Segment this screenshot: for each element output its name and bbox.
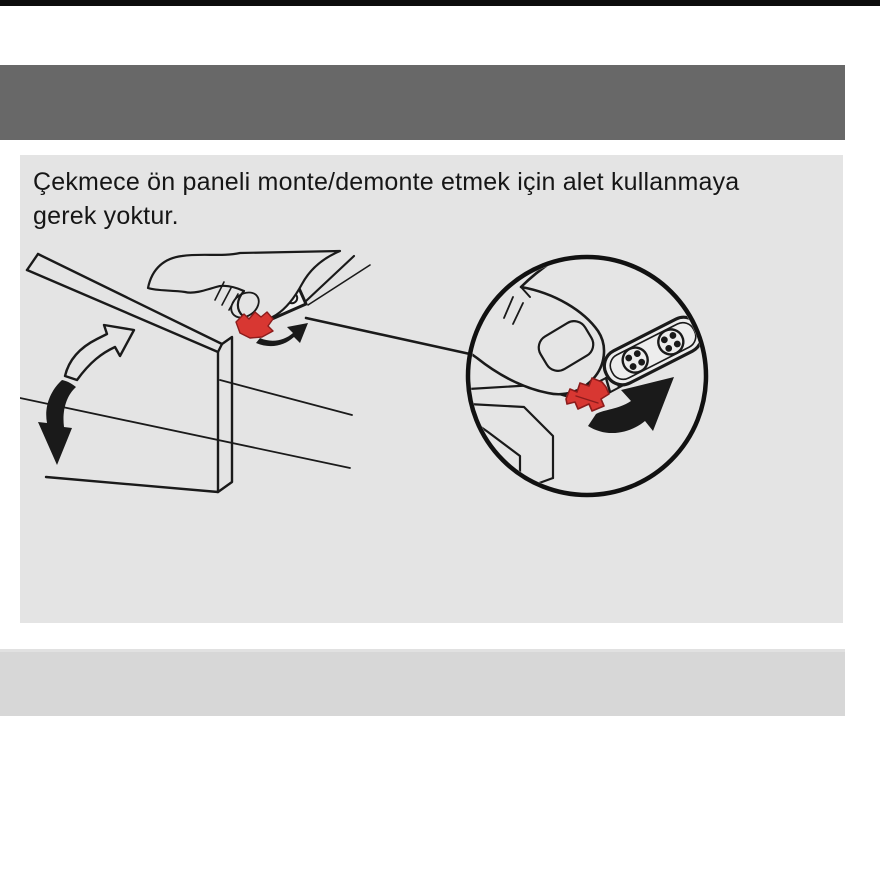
- drawer-illustration: [20, 155, 843, 623]
- instruction-panel: [20, 155, 843, 623]
- detail-magnifier-circle: [468, 257, 712, 495]
- footer-band: [0, 649, 845, 716]
- instruction-line-1: Çekmece ön paneli monte/demonte etmek için alet kullanmaya: [33, 168, 740, 196]
- header-band: [0, 65, 845, 140]
- magnifier-leader-line: [306, 318, 470, 354]
- rotate-up-arrow-icon: [65, 325, 134, 380]
- top-border-bar: [0, 0, 880, 6]
- rotate-down-arrow-icon: [38, 380, 76, 465]
- instruction-line-2: gerek yoktur.: [33, 202, 179, 230]
- pressing-hand: [148, 251, 340, 323]
- release-clip: [236, 312, 273, 338]
